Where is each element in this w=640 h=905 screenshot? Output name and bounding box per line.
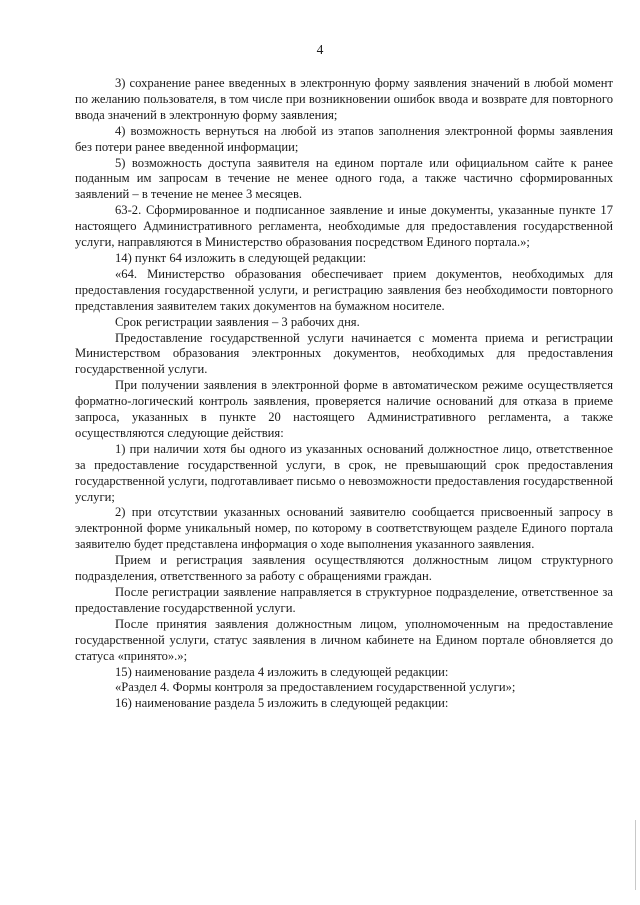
paragraph-amendment-15: 15) наименование раздела 4 изложить в следующей редакции: xyxy=(115,664,449,679)
paragraph-status-update: После принятия заявления должностным лицом, уполномоченным на предоставление государственной услуги, статус заявления в личном кабинете на Едином портале обновляется до статуса «принято».»; xyxy=(75,616,613,663)
paragraph-section-4-title: «Раздел 4. Формы контроля за предоставлением государственной услуги»; xyxy=(115,680,516,695)
paragraph-after-registration: После регистрации заявление направляется в структурное подразделение, ответственное за предоставление государственной услуги. xyxy=(75,585,613,615)
paragraph-reception: Прием и регистрация заявления осуществляются должностным лицом структурного подразделения, ответственного за работу с обращениями граждан. xyxy=(75,553,613,584)
document-body xyxy=(75,76,613,712)
paragraph-electronic-control: При получении заявления в электронной форме в автоматическом режиме осуществляется форматно-логический контроль заявления, проверяется наличие оснований для отказа в приеме запроса, указанных в пункте 20 настоящего Административного регламента, а также осуществляются следующие действия: xyxy=(75,378,613,440)
paragraph-registration-term: Срок регистрации заявления – 3 рабочих дня. xyxy=(115,314,360,329)
paragraph-action-2: 2) при отсутствии указанных оснований заявителю сообщается присвоенный запросу в электронной форме уникальный номер, по которому в соответствующем разделе Единого портала заявителю будет представлена информация о ходе выполнения указанного заявления. xyxy=(75,505,613,552)
scan-edge-mark xyxy=(635,820,636,890)
paragraph-action-1: 1) при наличии хотя бы одного из указанных оснований должностное лицо, ответственное за предоставление государственной услуги, в срок, не превышающий срок предоставления государственной услуги, подготавливает письмо о невозможности предоставления государственной услуги; xyxy=(75,441,613,504)
paragraph-item-5: 5) возможность доступа заявителя на едином портале или официальном сайте к ранее поданным им запросам в течение не менее одного года, а также частично сформированных заявлений – в течение не менее 3 месяцев. xyxy=(75,155,613,202)
paragraph-item-4: 4) возможность вернуться на любой из этапов заполнения электронной формы заявления без потери ранее введенной информации; xyxy=(75,123,613,154)
paragraph-amendment-16: 16) наименование раздела 5 изложить в следующей редакции: xyxy=(115,696,449,711)
paragraph-service-start: Предоставление государственной услуги начинается с момента приема и регистрации Министерством образования электронных документов, необходимых для предоставления государственной услуги. xyxy=(75,330,613,377)
paragraph-64: «64. Министерство образования обеспечивает прием документов, необходимых для предоставления государственной услуги, и регистрацию заявления без необходимости повторного представления заявителем таких документов на бумажном носителе. xyxy=(75,266,613,313)
paragraph-amendment-14: 14) пункт 64 изложить в следующей редакции: xyxy=(115,250,367,265)
paragraph-63-2: 63-2. Сформированное и подписанное заявление и иные документы, указанные пункте 17 настоящего Административного регламента, необходимые для предоставления государственной услуги, направляются в Министерство образования посредством Единого портала.»; xyxy=(75,203,613,250)
page-number: 4 xyxy=(316,42,324,57)
paragraph-item-3: 3) сохранение ранее введенных в электронную форму заявления значений в любой момент по желанию пользователя, в том числе при возникновении ошибок ввода и возврате для повторного ввода значений в электронную форму заявления; xyxy=(75,76,613,122)
